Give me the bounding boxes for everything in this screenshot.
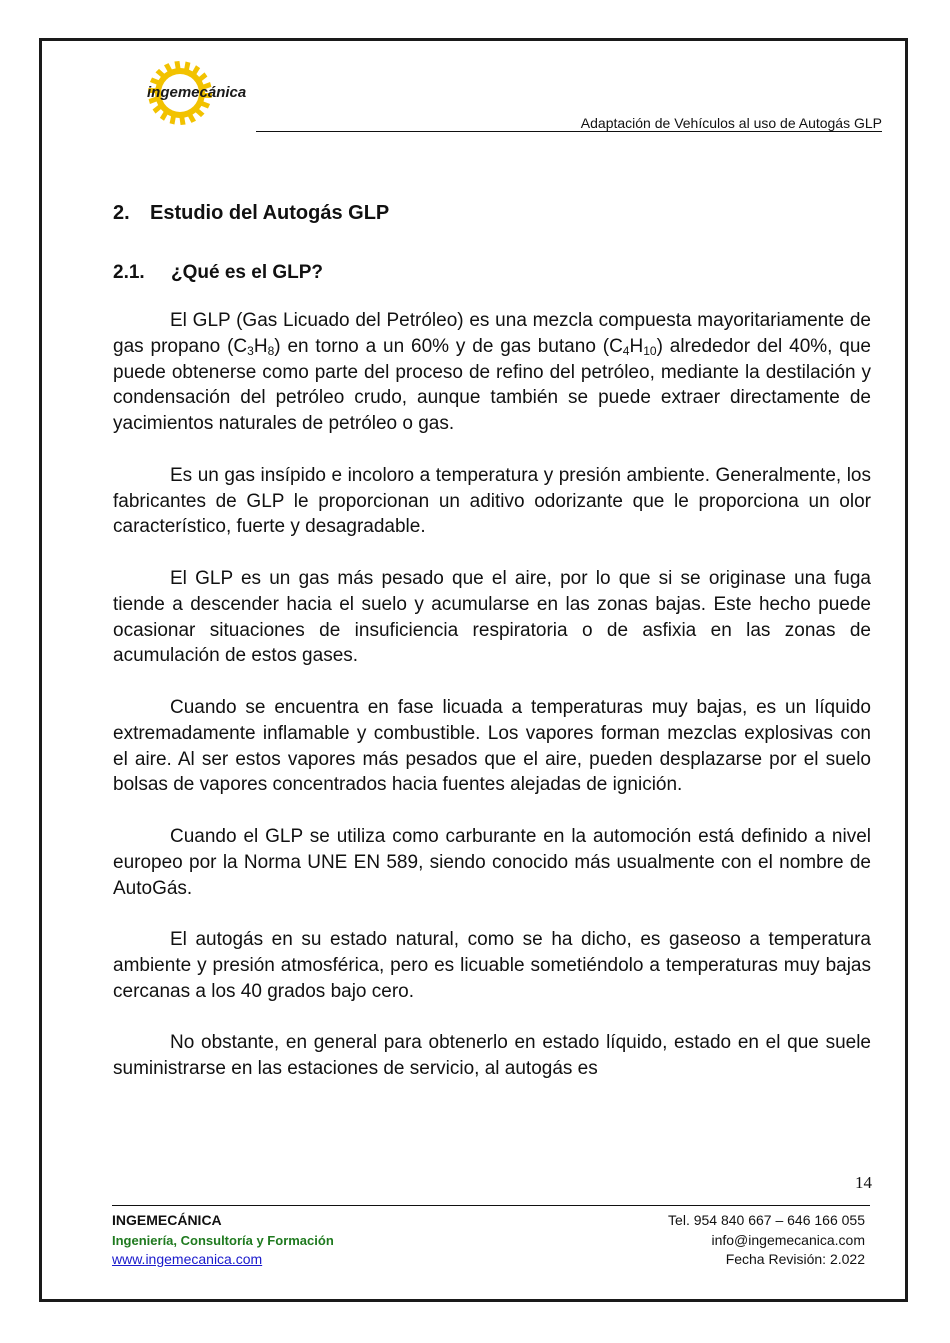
header-rule bbox=[256, 131, 882, 132]
subsection-title: ¿Qué es el GLP? bbox=[171, 262, 324, 283]
paragraph-3: El GLP es un gas más pesado que el aire, por lo que si se originase una fuga tiende a descender hacia el suelo y acumularse en las zonas bajas. Este hecho puede ocasionar situaciones de insuficiencia respiratoria o de asfixia en las zonas de acumulación de estos gases. bbox=[113, 567, 871, 667]
footer-phone: Tel. 954 840 667 – 646 166 055 bbox=[668, 1212, 865, 1228]
p1-text-b: H bbox=[253, 335, 268, 357]
paragraph-7: No obstante, en general para obtenerlo en estado líquido, estado en el que suele suministrarse en las estaciones de servicio, al autogás es bbox=[113, 1032, 871, 1080]
footer-revision: Fecha Revisión: 2.022 bbox=[725, 1251, 865, 1267]
footer-left bbox=[112, 1211, 334, 1270]
paragraph-1 bbox=[113, 308, 871, 437]
p1-sub-4: 10 bbox=[643, 343, 657, 358]
footer-rule bbox=[112, 1205, 870, 1206]
subsection-number: 2.1. bbox=[113, 262, 145, 283]
paragraph-2: Es un gas insípido e incoloro a temperatura y presión ambiente. Generalmente, los fabricantes de GLP le proporcionan un aditivo odorizante que le proporciona un olor característico, fuerte y desagradable. bbox=[113, 464, 871, 538]
paragraph-5: Cuando el GLP se utiliza como carburante en la automoción está definido a nivel europeo por la Norma UNE EN 589, siendo conocido más usualmente con el nombre de AutoGás. bbox=[113, 825, 871, 899]
document-title: Adaptación de Vehículos al uso de Autogás GLP bbox=[580, 115, 882, 131]
footer-tagline: Ingeniería, Consultoría y Formación bbox=[112, 1232, 334, 1248]
section-number: 2. bbox=[113, 202, 130, 224]
page-number: 14 bbox=[855, 1173, 872, 1192]
paragraph-4: Cuando se encuentra en fase licuada a temperaturas muy bajas, es un líquido extremadamente inflamable y combustible. Los vapores forman mezclas explosivas con el aire. Al ser estos vapores más pesados que el aire, pueden desplazarse por el suelo bolsas de vapores concentrados hacia fuentes alejadas de ignición. bbox=[113, 696, 871, 796]
section-title: Estudio del Autogás GLP bbox=[150, 202, 390, 224]
section-heading bbox=[113, 200, 871, 226]
p1-sub-1: 3 bbox=[247, 343, 254, 358]
p1-text-a: El GLP (Gas Licuado del Petróleo) es una mezcla compuesta mayoritariamente de gas propano (C bbox=[113, 310, 871, 357]
footer-right bbox=[668, 1211, 865, 1270]
footer-email[interactable]: info@ingemecanica.com bbox=[711, 1231, 865, 1248]
p1-text-e: ) alrededor del 40%, que puede obtenerse como parte del proceso de refino del petróleo, mediante la destilación y condensación del petróleo crudo, aunque también se puede extraer directamente de yacimientos naturales de petróleo o gas. bbox=[113, 335, 871, 435]
logo-text: ingemecánica bbox=[147, 84, 247, 101]
p1-text-d: H bbox=[629, 335, 644, 357]
subsection-heading bbox=[113, 260, 871, 286]
paragraph-6: El autogás en su estado natural, como se ha dicho, es gaseoso a temperatura ambiente y presión atmosférica, pero es licuable sometiéndolo a temperaturas muy bajas cercanas a los 40 grados bajo cero. bbox=[113, 929, 871, 1002]
footer-website-link[interactable]: www.ingemecanica.com bbox=[112, 1251, 263, 1267]
p1-sub-3: 4 bbox=[622, 343, 630, 358]
footer-company: INGEMECÁNICA bbox=[112, 1212, 222, 1228]
p1-sub-2: 8 bbox=[267, 343, 275, 358]
p1-text-c: ) en torno a un 60% y de gas butano (C bbox=[274, 335, 623, 357]
page-content bbox=[113, 200, 871, 1108]
